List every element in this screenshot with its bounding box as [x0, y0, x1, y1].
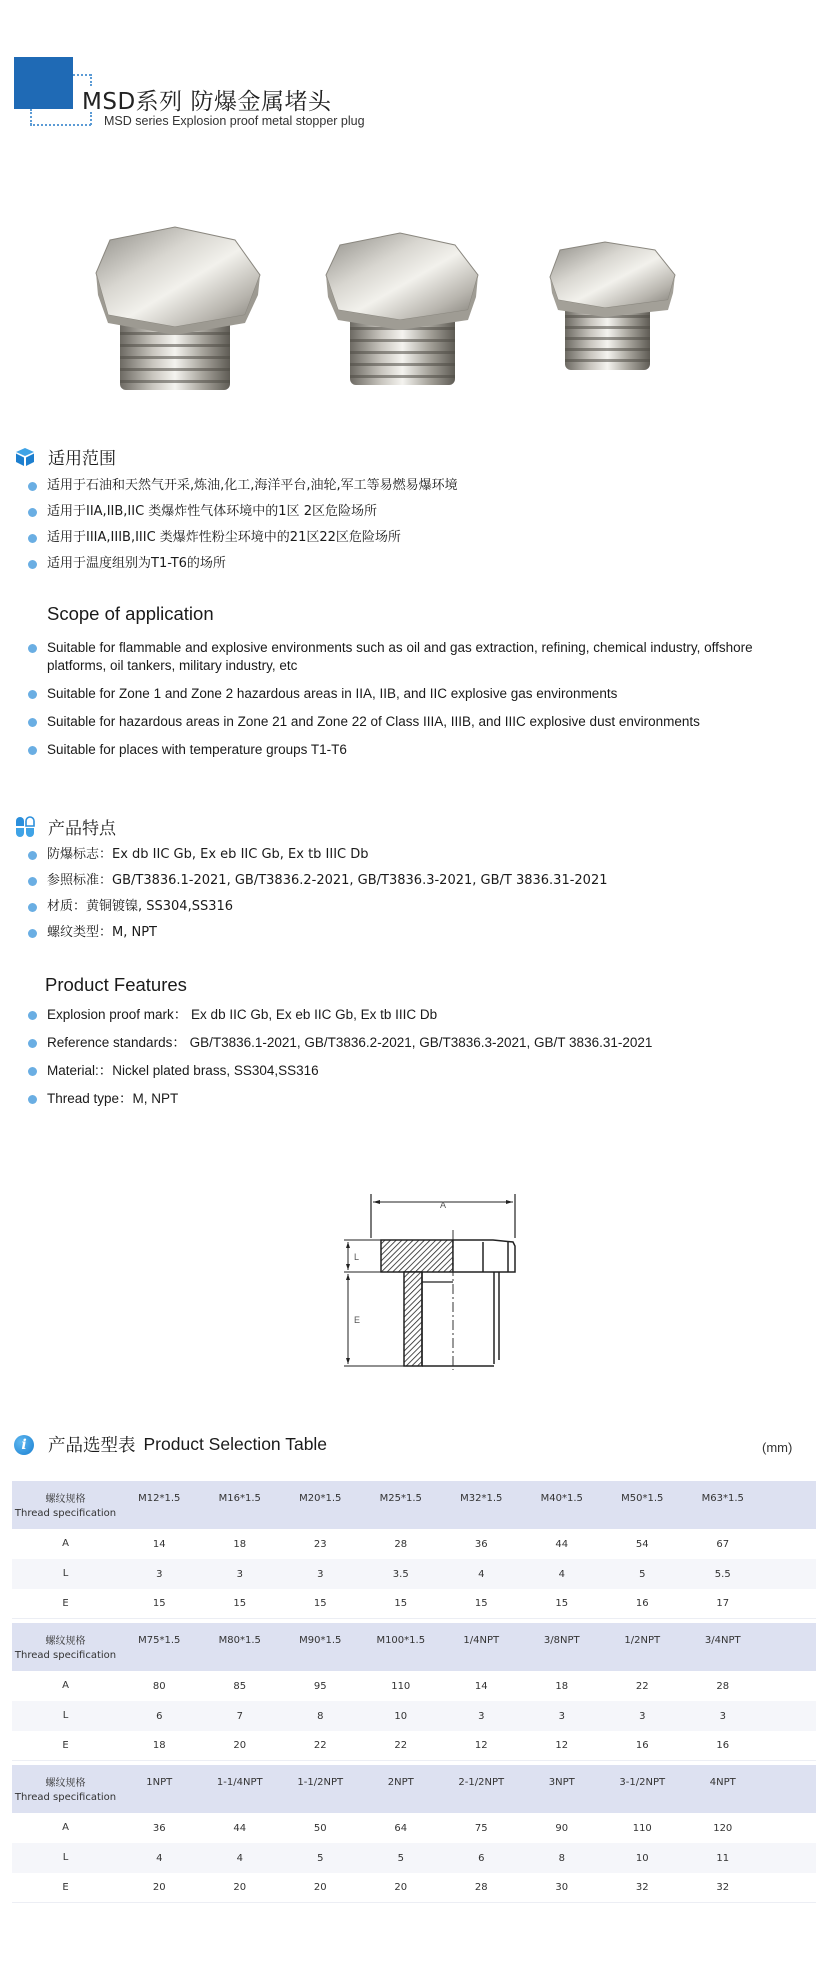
table-row-a	[12, 1529, 816, 1559]
thread-spec-cell: 2-1/2NPT	[458, 1777, 505, 1788]
table-cell: 54	[635, 1538, 649, 1550]
cube-icon	[14, 446, 36, 468]
table-cell: 5	[397, 1852, 404, 1864]
table-cell: 18	[555, 1680, 569, 1692]
table-cell: 10	[635, 1852, 649, 1864]
table-cell: 32	[716, 1882, 730, 1893]
thread-spec-cell: 2NPT	[387, 1777, 414, 1788]
table-cell: 4	[558, 1568, 565, 1580]
table-row-e	[12, 1731, 816, 1761]
table-cell: 18	[152, 1740, 166, 1751]
table-cell: 120	[713, 1822, 733, 1834]
table-cell: 110	[391, 1680, 411, 1692]
thread-spec-cell: M40*1.5	[540, 1493, 583, 1504]
brand-square	[14, 57, 73, 109]
info-icon: i	[14, 1435, 34, 1455]
table-cell: 20	[394, 1882, 408, 1893]
bullet-icon	[28, 718, 37, 727]
table-cell: 16	[716, 1740, 730, 1751]
thread-spec-header	[12, 1777, 119, 1805]
table-cell: 15	[313, 1598, 327, 1609]
table-title-cn: 产品选型表	[48, 1436, 136, 1456]
row-label: E	[62, 1881, 69, 1893]
bullet-icon	[28, 482, 37, 491]
section-heading-scope-cn	[14, 444, 116, 469]
row-label: L	[62, 1710, 69, 1721]
thread-spec-cell: 3-1/2NPT	[619, 1777, 666, 1788]
thread-spec-cell: 1-1/2NPT	[297, 1777, 344, 1788]
product-photo-large-plug	[96, 227, 260, 390]
thread-spec-cell: M90*1.5	[299, 1635, 342, 1646]
section-heading-text: 适用范围	[48, 449, 116, 469]
table-cell: 14	[474, 1680, 488, 1692]
bullet-icon	[28, 508, 37, 517]
table-cell: 44	[233, 1822, 247, 1834]
technical-drawing	[320, 1180, 530, 1370]
table-cell: 3	[558, 1710, 565, 1722]
bullet-icon	[28, 903, 37, 912]
section-heading-scope-en: Scope of application	[47, 603, 214, 624]
thread-spec-cell: M25*1.5	[379, 1493, 422, 1504]
bullet-icon	[28, 1067, 37, 1076]
thread-spec-cell: 1NPT	[146, 1777, 173, 1788]
table-block	[12, 1765, 816, 1903]
bullet-icon	[28, 929, 37, 938]
thread-spec-cell: 4NPT	[709, 1777, 736, 1788]
table-cell: 3	[639, 1710, 646, 1722]
table-cell: 32	[635, 1882, 649, 1893]
scope-cn-list	[28, 477, 458, 581]
table-cell: 28	[394, 1538, 408, 1550]
page-title-en: MSD series Explosion proof metal stopper plug	[104, 114, 365, 128]
table-row-l	[12, 1843, 816, 1873]
list-item: Thread type：M, NPT	[28, 1090, 787, 1108]
unit-label: (mm)	[762, 1440, 793, 1455]
bullet-icon	[28, 534, 37, 543]
section-heading-text: 产品特点	[48, 819, 116, 839]
scope-en-list	[28, 639, 787, 769]
thread-spec-header-cn: 螺纹规格	[45, 1778, 86, 1789]
table-cell: 12	[555, 1740, 569, 1751]
bullet-icon	[28, 1039, 37, 1048]
bullet-icon	[28, 877, 37, 886]
row-label: A	[62, 1822, 69, 1833]
table-row-a	[12, 1813, 816, 1843]
list-item: Material:：Nickel plated brass, SS304,SS316	[28, 1062, 787, 1080]
list-item: 防爆标志：Ex db IIC Gb, Ex eb IIC Gb, Ex tb IIIC Db	[28, 846, 608, 864]
list-item: 适用于IIIA,IIIB,IIIC 类爆炸性粉尘环境中的21区22区危险场所	[28, 529, 458, 547]
table-cell: 12	[474, 1740, 488, 1751]
section-heading-features-cn	[14, 814, 116, 839]
bullet-icon	[28, 1095, 37, 1104]
thread-spec-cell: M80*1.5	[218, 1635, 261, 1646]
table-cell: 64	[394, 1822, 408, 1834]
table-cell: 85	[233, 1680, 247, 1692]
table-cell: 15	[152, 1598, 166, 1609]
table-heading	[14, 1432, 327, 1457]
thread-spec-header	[12, 1635, 119, 1663]
table-cell: 3	[719, 1710, 726, 1722]
page-header	[0, 0, 824, 140]
bullet-icon	[28, 560, 37, 569]
table-title-en: Product Selection Table	[143, 1434, 328, 1454]
table-cell: 28	[474, 1882, 488, 1893]
table-row-e	[12, 1873, 816, 1903]
thread-spec-cell: M50*1.5	[621, 1493, 664, 1504]
thread-spec-cell: 1/2NPT	[624, 1635, 661, 1646]
list-item: 螺纹类型：M, NPT	[28, 924, 608, 942]
table-header-row	[12, 1481, 816, 1529]
list-item: 适用于温度组别为T1-T6的场所	[28, 555, 458, 573]
table-cell: 22	[313, 1740, 327, 1751]
dimension-label-l: L	[354, 1252, 360, 1262]
list-item: Suitable for places with temperature groups T1-T6	[28, 741, 787, 759]
table-cell: 5	[317, 1852, 324, 1864]
section-heading-features-en: Product Features	[45, 974, 187, 995]
list-item: Reference standards： GB/T3836.1-2021, GB/T3836.2-2021, GB/T3836.3-2021, GB/T 3836.31-2021	[28, 1034, 787, 1052]
table-cell: 36	[152, 1822, 166, 1834]
decorative-dashed-line	[73, 74, 91, 76]
table-cell: 4	[156, 1852, 163, 1864]
table-cell: 30	[555, 1882, 569, 1893]
table-cell: 15	[474, 1598, 488, 1609]
thread-spec-cell: 1/4NPT	[463, 1635, 500, 1646]
table-cell: 15	[233, 1598, 247, 1609]
table-cell: 4	[478, 1568, 485, 1580]
bullet-icon	[28, 690, 37, 699]
table-cell: 7	[236, 1710, 243, 1722]
table-cell: 18	[233, 1538, 247, 1550]
table-cell: 20	[233, 1740, 247, 1751]
table-cell: 44	[555, 1538, 569, 1550]
table-cell: 36	[474, 1538, 488, 1550]
table-cell: 5	[639, 1568, 646, 1580]
table-cell: 6	[478, 1852, 485, 1864]
table-header-row	[12, 1623, 816, 1671]
table-cell: 14	[152, 1538, 166, 1550]
table-block	[12, 1481, 816, 1619]
thread-spec-header-en: Thread specification	[14, 1650, 117, 1661]
thread-spec-cell: 1-1/4NPT	[216, 1777, 263, 1788]
table-cell: 20	[152, 1882, 166, 1893]
table-block	[12, 1623, 816, 1761]
decorative-dashed-line	[30, 124, 91, 126]
thread-spec-cell: M12*1.5	[138, 1493, 181, 1504]
thread-spec-cell: 3NPT	[548, 1777, 575, 1788]
table-cell: 20	[233, 1882, 247, 1893]
thread-spec-header	[12, 1493, 119, 1521]
table-cell: 20	[313, 1882, 327, 1893]
table-cell: 75	[474, 1822, 488, 1834]
table-cell: 3	[478, 1710, 485, 1722]
table-row-l	[12, 1559, 816, 1589]
table-cell: 28	[716, 1680, 730, 1692]
list-item: 参照标准：GB/T3836.1-2021, GB/T3836.2-2021, GB/T3836.3-2021, GB/T 3836.31-2021	[28, 872, 608, 890]
thread-spec-cell: M75*1.5	[138, 1635, 181, 1646]
bullet-icon	[28, 851, 37, 860]
product-photo-small-plug	[550, 242, 675, 370]
table-cell: 15	[394, 1598, 408, 1609]
table-cell: 15	[555, 1598, 569, 1609]
table-cell: 50	[313, 1822, 327, 1834]
bullet-icon	[28, 746, 37, 755]
bullet-icon	[28, 1011, 37, 1020]
product-photo-medium-plug	[326, 233, 478, 385]
table-cell: 110	[632, 1822, 652, 1834]
clover-icon	[14, 816, 36, 838]
thread-spec-cell: M32*1.5	[460, 1493, 503, 1504]
list-item: Explosion proof mark： Ex db IIC Gb, Ex eb IIC Gb, Ex tb IIIC Db	[28, 1006, 787, 1024]
thread-spec-cell: 3/4NPT	[704, 1635, 741, 1646]
dimension-label-e: E	[354, 1315, 361, 1325]
thread-spec-header-en: Thread specification	[14, 1508, 117, 1519]
list-item: Suitable for Zone 1 and Zone 2 hazardous areas in IIA, IIB, and IIC explosive gas environments	[28, 685, 787, 703]
product-photo-strip	[0, 215, 824, 395]
table-cell: 8	[558, 1852, 565, 1864]
thread-spec-cell: M20*1.5	[299, 1493, 342, 1504]
table-cell: 22	[635, 1680, 649, 1692]
table-cell: 67	[716, 1538, 730, 1550]
page-title-cn: MSD系列 防爆金属堵头	[82, 89, 332, 115]
row-label: L	[62, 1852, 69, 1863]
features-en-list	[28, 1006, 787, 1118]
product-photos	[0, 215, 824, 395]
thread-spec-header-en: Thread specification	[14, 1792, 117, 1803]
thread-spec-cell: M63*1.5	[701, 1493, 744, 1504]
table-cell: 5.5	[714, 1568, 731, 1580]
row-label: A	[62, 1538, 69, 1549]
table-cell: 8	[317, 1710, 324, 1722]
list-item: 材质：黄铜镀镍, SS304,SS316	[28, 898, 608, 916]
row-label: E	[62, 1739, 69, 1751]
cross-section-drawing	[320, 1180, 530, 1370]
row-label: A	[62, 1680, 69, 1691]
bullet-icon	[28, 644, 37, 653]
table-cell: 16	[635, 1598, 649, 1609]
table-cell: 16	[635, 1740, 649, 1751]
table-cell: 3	[317, 1568, 324, 1580]
thread-spec-cell: 3/8NPT	[543, 1635, 580, 1646]
table-cell: 6	[156, 1710, 163, 1722]
thread-spec-cell: M16*1.5	[218, 1493, 261, 1504]
list-item: 适用于IIA,IIB,IIC 类爆炸性气体环境中的1区 2区危险场所	[28, 503, 458, 521]
thread-spec-header-cn: 螺纹规格	[45, 1494, 86, 1505]
table-row-l	[12, 1701, 816, 1731]
list-item: Suitable for flammable and explosive environments such as oil and gas extraction, refining, chemical industry, offshore platforms, oil tankers, military industry, etc	[28, 639, 787, 675]
decorative-dashed-line	[30, 109, 32, 125]
table-cell: 17	[716, 1598, 730, 1609]
table-cell: 10	[394, 1710, 408, 1722]
table-row-e	[12, 1589, 816, 1619]
table-cell: 80	[152, 1680, 166, 1692]
table-cell: 3	[236, 1568, 243, 1580]
table-cell: 90	[555, 1822, 569, 1834]
table-cell: 95	[313, 1680, 327, 1692]
list-item: Suitable for hazardous areas in Zone 21 and Zone 22 of Class IIIA, IIIB, and IIIC explosive dust environments	[28, 713, 787, 731]
table-cell: 23	[313, 1538, 327, 1550]
row-label: E	[62, 1597, 69, 1609]
table-cell: 3.5	[392, 1568, 409, 1580]
table-cell: 4	[236, 1852, 243, 1864]
dimension-label-a: A	[439, 1200, 447, 1210]
features-cn-list	[28, 846, 608, 950]
row-label: L	[62, 1568, 69, 1579]
table-header-row	[12, 1765, 816, 1813]
table-cell: 11	[716, 1852, 730, 1864]
thread-spec-cell: M100*1.5	[376, 1635, 426, 1646]
thread-spec-header-cn: 螺纹规格	[45, 1636, 86, 1647]
table-cell: 3	[156, 1568, 163, 1580]
list-item: 适用于石油和天然气开采,炼油,化工,海洋平台,油轮,军工等易燃易爆环境	[28, 477, 458, 495]
table-row-a	[12, 1671, 816, 1701]
table-cell: 22	[394, 1740, 408, 1751]
